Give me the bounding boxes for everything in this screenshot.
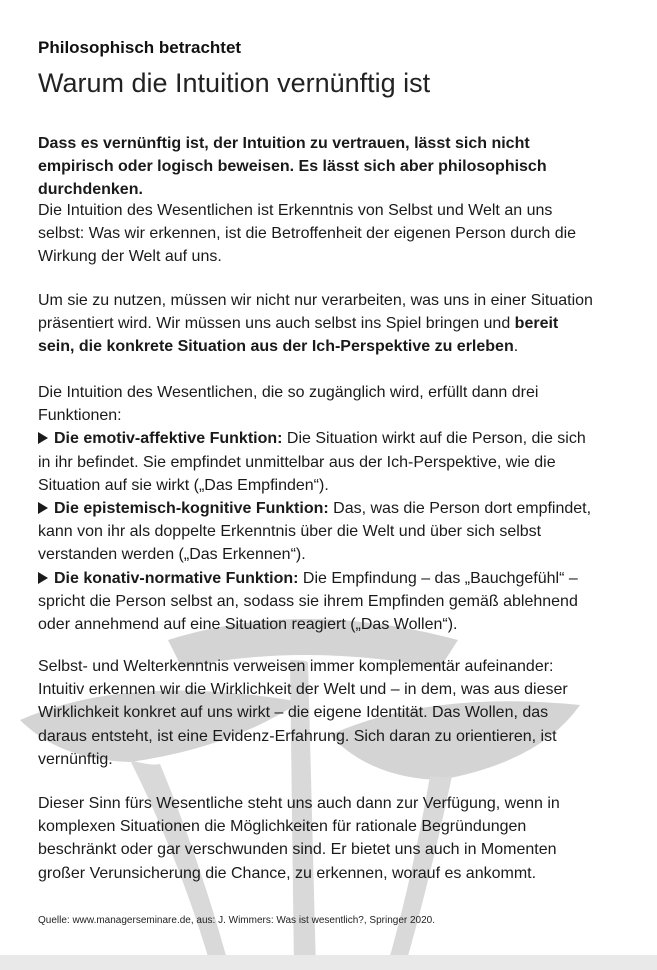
paragraph-usage-emphasis: bereit sein, die konkrete Situation aus der Ich-Perspektive zu erleben [38,315,559,356]
function-text: Die Empfindung – das „Bauchgefühl“ – spricht die Person selbst an, sodass sie ihrem Empfinden gemäß ablehnend oder annehmend auf eine Situation reagiert („Das Wollen“). [38,569,578,634]
paragraph-conclusion: Dieser Sinn fürs Wesentliche steht uns auch dann zur Verfügung, wenn in komplexen Situationen die Möglichkeiten für rationale Begründungen beschränkt oder gar verschwunden sind. Er bietet uns auch in Momenten großer Verunsicherung die Chance, zu erkennen, worauf es ankommt. [38,795,560,882]
arrow-bullet-icon [38,502,48,514]
paragraph-usage-text: Um sie zu nutzen, müssen wir nicht nur verarbeiten, was uns in einer Situation präsentiert wird. Wir müssen uns auch selbst ins Spiel bringen und [38,292,593,333]
lead-paragraph: Dass es vernünftig ist, der Intuition zu vertrauen, lässt sich nicht empirisch oder logisch beweisen. Es lässt sich aber philosophisch durchdenken. [38,135,547,199]
arrow-bullet-icon [38,432,48,444]
paragraph-usage-end: . [513,338,519,356]
arrow-bullet-icon [38,572,48,584]
kicker: Philosophisch betrachtet [38,38,242,57]
function-item [38,567,598,637]
function-text: Die Situation wirkt auf die Person, die sich in ihr befindet. Sie empfindet unmittelbar aus der Ich-Perspektive, wie die Situation auf sie wirkt („Das Empfinden“). [38,430,586,494]
bottom-band [0,955,657,970]
page-title: Warum die Intuition vernünftig ist [38,68,431,98]
paragraph-intuition: Die Intuition des Wesentlichen ist Erkenntnis von Selbst und Welt an uns selbst: Was wir erkennen, ist die Betroffenheit der eigenen Person durch die Wirkung der Welt auf uns. [38,202,577,266]
function-label: Die konativ-normative Funktion: [54,569,299,587]
function-item [38,497,598,567]
paragraph-usage [38,289,598,359]
function-item [38,427,598,497]
source-citation: Quelle: www.managerseminare.de, aus: J. Wimmers: Was ist wesentlich?, Springer 2020. [38,915,436,926]
function-label: Die epistemisch-kognitive Funktion: [54,500,329,518]
function-text: Das, was die Person dort empfindet, kann von ihr als doppelte Erkenntnis über die Welt und über sich selbst verstanden werden („Das Erkennen“). [38,500,592,564]
function-label: Die emotiv-affektive Funktion: [54,430,283,448]
paragraph-complementary: Selbst- und Welterkenntnis verweisen immer komplementär aufeinander: Intuitiv erkennen wir die Wirklichkeit der Welt und – in dem, was aus dieser Wirklichkeit konkret auf uns wirkt – die eigene Identität. Das Wollen, das daraus entsteht, ist eine Evidenz-Erfahrung. Sich daran zu orientieren, ist vernünftig. [38,658,568,768]
functions-section [38,381,598,636]
functions-intro: Die Intuition des Wesentlichen, die so zugänglich wird, erfüllt dann drei Funktionen: [38,384,539,425]
